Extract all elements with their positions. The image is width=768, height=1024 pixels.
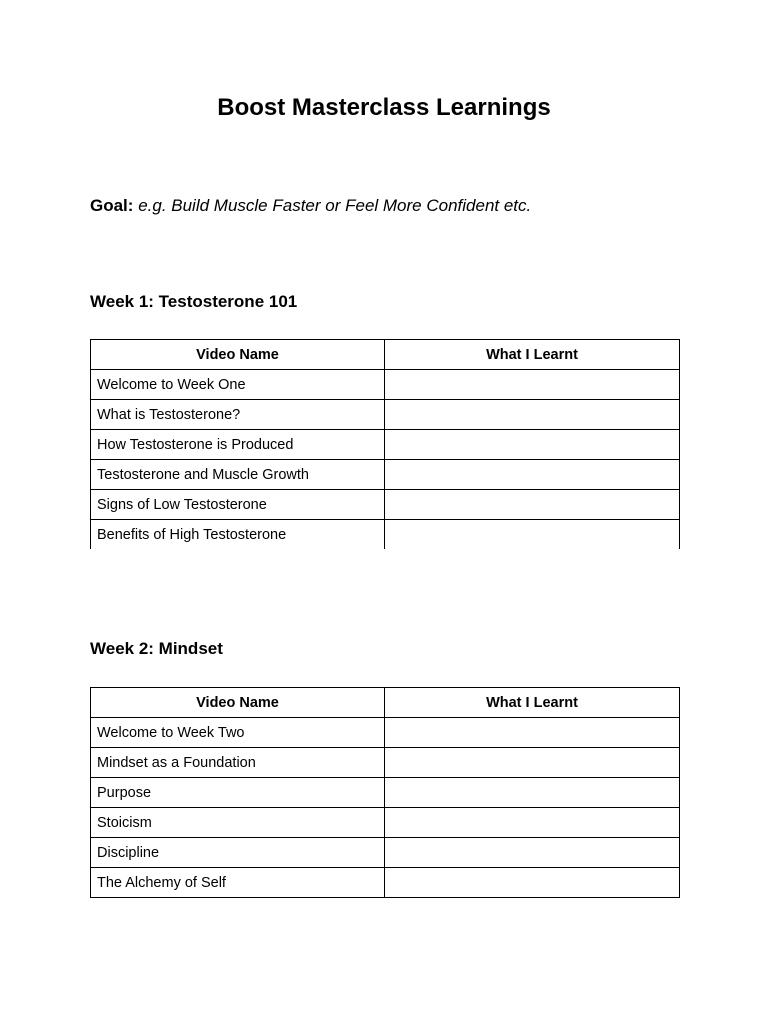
table-row	[91, 808, 680, 838]
table-row	[91, 460, 680, 490]
table-row	[91, 370, 680, 400]
table-row	[91, 718, 680, 748]
video-name-cell: Signs of Low Testosterone	[91, 490, 385, 520]
what-i-learnt-cell[interactable]	[385, 868, 680, 898]
table-row	[91, 400, 680, 430]
column-header-what-i-learnt: What I Learnt	[385, 688, 680, 718]
week-2-heading: Week 2: Mindset	[90, 639, 223, 658]
what-i-learnt-cell[interactable]	[385, 778, 680, 808]
document-title: Boost Masterclass Learnings	[217, 94, 551, 121]
table-row	[91, 778, 680, 808]
table-header-row	[91, 688, 680, 718]
video-name-cell: Welcome to Week Two	[91, 718, 385, 748]
week-1-table	[90, 339, 680, 549]
week-1-heading: Week 1: Testosterone 101	[90, 292, 298, 311]
goal-label: Goal:	[90, 196, 134, 215]
column-header-video-name: Video Name	[91, 688, 385, 718]
video-name-cell: Mindset as a Foundation	[91, 748, 385, 778]
table-row	[91, 838, 680, 868]
video-name-cell: Testosterone and Muscle Growth	[91, 460, 385, 490]
table-header-row	[91, 340, 680, 370]
what-i-learnt-cell[interactable]	[385, 838, 680, 868]
video-name-cell: Purpose	[91, 778, 385, 808]
video-name-cell: The Alchemy of Self	[91, 868, 385, 898]
what-i-learnt-cell[interactable]	[385, 370, 680, 400]
what-i-learnt-cell[interactable]	[385, 748, 680, 778]
video-name-cell: Stoicism	[91, 808, 385, 838]
video-name-cell: What is Testosterone?	[91, 400, 385, 430]
video-name-cell: Welcome to Week One	[91, 370, 385, 400]
what-i-learnt-cell[interactable]	[385, 400, 680, 430]
column-header-video-name: Video Name	[91, 340, 385, 370]
what-i-learnt-cell[interactable]	[385, 718, 680, 748]
goal-text: e.g. Build Muscle Faster or Feel More Confident etc.	[138, 196, 532, 215]
what-i-learnt-cell[interactable]	[385, 490, 680, 520]
what-i-learnt-cell[interactable]	[385, 520, 680, 550]
table-row	[91, 490, 680, 520]
table-row	[91, 520, 680, 550]
video-name-cell: Benefits of High Testosterone	[91, 520, 385, 550]
table-row	[91, 430, 680, 460]
what-i-learnt-cell[interactable]	[385, 808, 680, 838]
table-row	[91, 868, 680, 898]
column-header-what-i-learnt: What I Learnt	[385, 340, 680, 370]
week-2-table	[90, 687, 680, 898]
video-name-cell: Discipline	[91, 838, 385, 868]
what-i-learnt-cell[interactable]	[385, 430, 680, 460]
video-name-cell: How Testosterone is Produced	[91, 430, 385, 460]
what-i-learnt-cell[interactable]	[385, 460, 680, 490]
goal-line	[90, 194, 531, 218]
table-row	[91, 748, 680, 778]
